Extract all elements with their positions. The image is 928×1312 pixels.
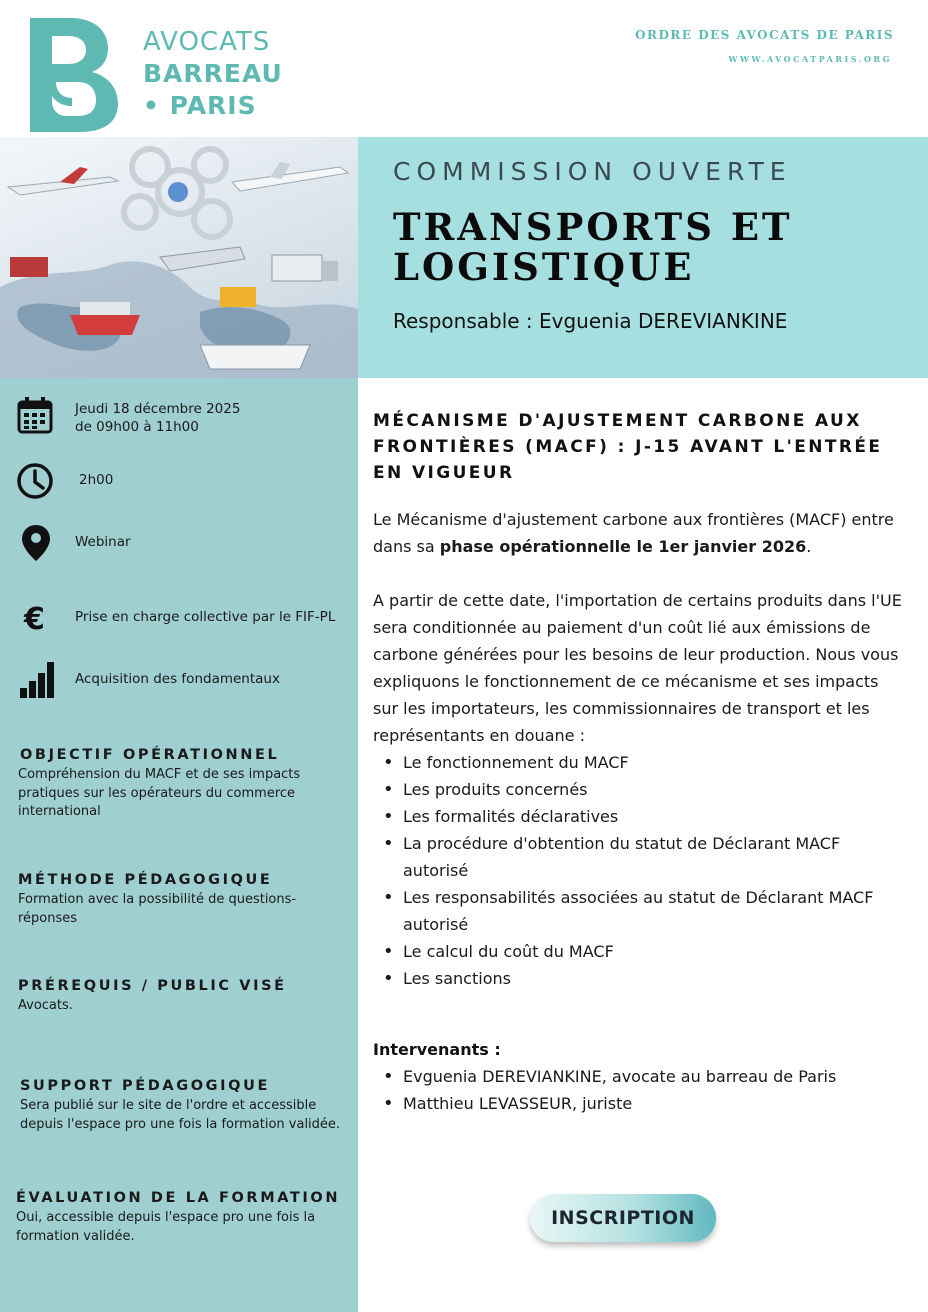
- topics-list: [373, 749, 903, 992]
- info-duration: [0, 461, 358, 501]
- funding-text: Prise en charge collective par le FIF-PL: [75, 609, 336, 625]
- level-text: Acquisition des fondamentaux: [75, 671, 280, 687]
- logo-wordmark: [143, 26, 283, 122]
- section-methode: [18, 872, 343, 928]
- section-heading: ÉVALUATION DE LA FORMATION: [16, 1190, 341, 1206]
- section-prerequis: [18, 978, 343, 1016]
- info-level: [0, 660, 358, 700]
- list-item: • Evguenia DEREVIANKINE, avocate au barreau de Paris: [403, 1063, 903, 1090]
- intro-end-text: .: [806, 537, 812, 556]
- section-heading: PRÉREQUIS / PUBLIC VISÉ: [18, 978, 287, 994]
- duration-text: 2h00: [79, 472, 114, 488]
- intervenants-list: [373, 1063, 903, 1117]
- list-item: • Les formalités déclaratives: [403, 803, 903, 830]
- intro-bold-text: phase opérationnelle le 1er janvier 2026: [439, 537, 807, 556]
- location-text: Webinar: [75, 534, 131, 550]
- euro-icon: [16, 598, 56, 638]
- section-text: Formation avec la possibilité de questions-réponses: [18, 892, 297, 926]
- svg-text:€: €: [24, 602, 45, 637]
- date-line-1: Jeudi 18 décembre 2025: [75, 401, 241, 417]
- world-map-transport-icon: [0, 137, 358, 378]
- location-pin-icon: [16, 523, 56, 563]
- list-item: • Matthieu LEVASSEUR, juriste: [403, 1090, 903, 1117]
- section-evaluation: [16, 1190, 351, 1246]
- section-text: Avocats.: [18, 998, 73, 1013]
- intervenants-heading: Intervenants :: [373, 1040, 501, 1059]
- logo-line-avocats: AVOCATS: [143, 27, 271, 57]
- info-funding: [0, 598, 358, 638]
- title-line-2: LOGISTIQUE: [393, 245, 695, 289]
- logo-line-paris: • PARIS: [143, 91, 257, 120]
- page-title: [393, 207, 913, 287]
- ordre-title: ORDRE DES AVOCATS DE PARIS: [635, 28, 894, 42]
- section-heading: SUPPORT PÉDAGOGIQUE: [20, 1078, 270, 1094]
- list-item: • Les produits concernés: [403, 776, 903, 803]
- section-objectif: [18, 747, 343, 822]
- info-date: [0, 396, 358, 436]
- list-item: • Les responsabilités associées au statut de Déclarant MACF autorisé: [403, 884, 903, 938]
- section-text: Oui, accessible depuis l'espace pro une fois la formation validée.: [16, 1210, 316, 1244]
- list-item: • Les sanctions: [403, 965, 903, 992]
- responsable-name: Responsable : Evguenia DEREVIANKINE: [393, 309, 788, 333]
- title-line-1: TRANSPORTS ET: [393, 205, 793, 249]
- header: [0, 0, 928, 137]
- list-item: • La procédure d'obtention du statut de Déclarant MACF autorisé: [403, 830, 903, 884]
- main-content: [373, 408, 903, 1117]
- date-line-2: de 09h00 à 11h00: [75, 419, 199, 435]
- banner-title-panel: [358, 137, 928, 378]
- intro-text: Le Mécanisme d'ajustement carbone aux frontières (MACF) entre dans sa: [373, 510, 894, 556]
- section-support: [20, 1078, 345, 1134]
- article-heading: MÉCANISME D'AJUSTEMENT CARBONE AUX FRONTIÈRES (MACF) : J-15 AVANT L'ENTRÉE EN VIGUEUR: [373, 411, 883, 483]
- section-heading: MÉTHODE PÉDAGOGIQUE: [18, 872, 273, 888]
- section-heading: OBJECTIF OPÉRATIONNEL: [20, 747, 280, 763]
- calendar-icon: [16, 396, 56, 436]
- clock-icon: [16, 461, 56, 501]
- website-link[interactable]: WWW.AVOCATPARIS.ORG: [728, 54, 892, 64]
- commission-kicker: COMMISSION OUVERTE: [393, 157, 792, 186]
- list-item: • Le calcul du coût du MACF: [403, 938, 903, 965]
- info-location: [0, 523, 358, 563]
- bar-chart-icon: [16, 660, 56, 700]
- section-text: Sera publié sur le site de l'ordre et accessible depuis l'espace pro une fois la formation validée.: [20, 1098, 341, 1132]
- list-item: • Le fonctionnement du MACF: [403, 749, 903, 776]
- date-text: [75, 400, 240, 436]
- logo-line-barreau: BARREAU: [143, 59, 283, 88]
- inscription-button[interactable]: INSCRIPTION: [530, 1194, 716, 1242]
- description-paragraph: A partir de cette date, l'importation de certains produits dans l'UE sera conditionnée au paiement d'un coût lié aux émissions de carbone générées pour les besoins de leur production. Nous vous expliquons le fonctionnement de ce mécanisme et ses impacts sur les importateurs, les commissionnaires de transport et les représentants en douane :: [373, 591, 902, 745]
- section-text: Compréhension du MACF et de ses impacts pratiques sur les opérateurs du commerce international: [18, 767, 301, 819]
- sidebar-info-panel: [0, 378, 358, 1312]
- transport-illustration: [0, 137, 358, 378]
- intro-paragraph: [373, 506, 903, 560]
- barreau-logo-icon: [26, 14, 122, 134]
